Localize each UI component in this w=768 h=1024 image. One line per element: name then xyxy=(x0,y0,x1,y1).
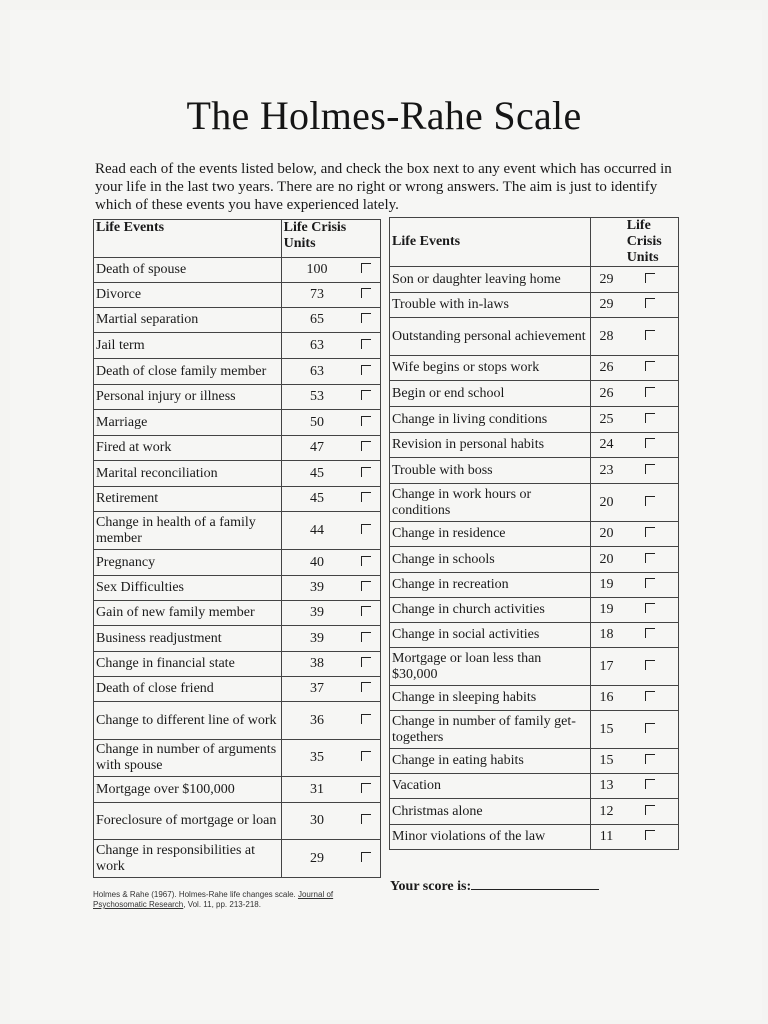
event-checkbox[interactable] xyxy=(645,413,655,423)
event-checkbox[interactable] xyxy=(645,578,655,588)
checkbox-cell xyxy=(622,598,678,623)
table-row xyxy=(390,547,679,573)
table-row xyxy=(94,359,381,385)
life-event-cell: Gain of new family member xyxy=(94,601,282,626)
table-row xyxy=(390,749,679,774)
event-checkbox[interactable] xyxy=(361,606,371,616)
table-row xyxy=(390,686,679,711)
crisis-units-cell: 29 xyxy=(590,267,622,293)
table-row xyxy=(94,740,381,777)
checkbox-cell xyxy=(352,550,380,576)
checkbox-cell xyxy=(352,487,380,512)
checkbox-cell xyxy=(622,293,678,318)
checkbox-cell xyxy=(352,576,380,601)
score-blank-line[interactable] xyxy=(471,877,599,890)
checkbox-cell xyxy=(622,623,678,648)
event-checkbox[interactable] xyxy=(645,273,655,283)
life-events-table-right xyxy=(389,217,679,850)
life-event-cell: Son or daughter leaving home xyxy=(390,267,591,293)
event-checkbox[interactable] xyxy=(645,553,655,563)
event-checkbox[interactable] xyxy=(645,330,655,340)
event-checkbox[interactable] xyxy=(645,496,655,506)
checkbox-cell xyxy=(352,840,380,878)
life-event-cell: Begin or end school xyxy=(390,381,591,407)
life-event-cell: Change in sleeping habits xyxy=(390,686,591,711)
checkbox-cell xyxy=(622,522,678,547)
life-event-cell: Change in social activities xyxy=(390,623,591,648)
crisis-units-cell: 39 xyxy=(281,576,352,601)
event-checkbox[interactable] xyxy=(645,464,655,474)
table-row xyxy=(94,777,381,803)
table-row xyxy=(94,436,381,461)
crisis-units-cell: 29 xyxy=(281,840,352,878)
table-row xyxy=(94,283,381,308)
crisis-units-cell: 47 xyxy=(281,436,352,461)
life-event-cell: Vacation xyxy=(390,774,591,799)
citation-journal: Journal of Psychosomatic Research xyxy=(93,890,334,909)
event-checkbox[interactable] xyxy=(361,339,371,349)
crisis-units-cell: 53 xyxy=(281,385,352,410)
life-event-cell: Change in health of a family member xyxy=(94,512,282,550)
table-row xyxy=(94,258,381,283)
life-event-cell: Business readjustment xyxy=(94,626,282,652)
event-checkbox[interactable] xyxy=(361,852,371,862)
event-checkbox[interactable] xyxy=(645,387,655,397)
life-event-cell: Personal injury or illness xyxy=(94,385,282,410)
event-checkbox[interactable] xyxy=(645,660,655,670)
checkbox-cell xyxy=(622,749,678,774)
table-row xyxy=(390,433,679,458)
crisis-units-cell: 25 xyxy=(590,407,622,433)
table-row xyxy=(94,512,381,550)
checkbox-cell xyxy=(352,359,380,385)
table-row xyxy=(390,318,679,356)
checkbox-cell xyxy=(352,652,380,677)
life-event-cell: Trouble with boss xyxy=(390,458,591,484)
life-event-cell: Outstanding personal achievement xyxy=(390,318,591,356)
table-row xyxy=(94,410,381,436)
life-event-cell: Mortgage or loan less than $30,000 xyxy=(390,648,591,686)
table-row xyxy=(94,652,381,677)
event-checkbox[interactable] xyxy=(645,754,655,764)
instructions-paragraph: Read each of the events listed below, and check the box next to any event which has occurred in your life in the last two years. There are no right or wrong answers. The aim is just to identify which of these events you have experienced lately. xyxy=(95,161,672,213)
crisis-units-cell: 19 xyxy=(590,598,622,623)
table-row xyxy=(390,825,679,850)
checkbox-cell xyxy=(622,381,678,407)
checkbox-cell xyxy=(622,484,678,522)
life-event-cell: Change in schools xyxy=(390,547,591,573)
crisis-units-cell: 63 xyxy=(281,359,352,385)
event-checkbox[interactable] xyxy=(361,365,371,375)
life-events-table-left xyxy=(93,219,381,878)
checkbox-cell xyxy=(622,825,678,850)
checkbox-cell xyxy=(622,433,678,458)
event-checkbox[interactable] xyxy=(645,830,655,840)
checkbox-cell xyxy=(352,385,380,410)
event-checkbox[interactable] xyxy=(645,779,655,789)
crisis-units-cell: 13 xyxy=(590,774,622,799)
table-row xyxy=(390,522,679,547)
table-row xyxy=(94,576,381,601)
event-checkbox[interactable] xyxy=(361,288,371,298)
checkbox-cell xyxy=(622,267,678,293)
crisis-units-cell: 31 xyxy=(281,777,352,803)
checkbox-cell xyxy=(352,677,380,702)
crisis-units-cell: 18 xyxy=(590,623,622,648)
life-event-cell: Martial separation xyxy=(94,308,282,333)
life-event-cell: Death of spouse xyxy=(94,258,282,283)
life-event-cell: Change in financial state xyxy=(94,652,282,677)
table-row xyxy=(390,267,679,293)
score-label: Your score is: xyxy=(390,879,472,894)
crisis-units-cell: 45 xyxy=(281,487,352,512)
crisis-units-cell: 17 xyxy=(590,648,622,686)
life-event-cell: Change in residence xyxy=(390,522,591,547)
table-row xyxy=(94,626,381,652)
life-event-cell: Pregnancy xyxy=(94,550,282,576)
column-header-life-events: Life Events xyxy=(390,218,591,267)
life-event-cell: Christmas alone xyxy=(390,799,591,825)
crisis-units-cell: 26 xyxy=(590,356,622,381)
checkbox-cell xyxy=(622,648,678,686)
life-event-cell: Death of close friend xyxy=(94,677,282,702)
checkbox-cell xyxy=(622,799,678,825)
event-checkbox[interactable] xyxy=(361,441,371,451)
crisis-units-cell: 63 xyxy=(281,333,352,359)
event-checkbox[interactable] xyxy=(645,691,655,701)
crisis-units-cell: 36 xyxy=(281,702,352,740)
checkbox-cell xyxy=(352,777,380,803)
crisis-units-cell: 16 xyxy=(590,686,622,711)
crisis-units-cell: 28 xyxy=(590,318,622,356)
event-checkbox[interactable] xyxy=(645,438,655,448)
life-event-cell: Marriage xyxy=(94,410,282,436)
life-event-cell: Sex Difficulties xyxy=(94,576,282,601)
citation-suffix: , Vol. 11, pp. 213-218. xyxy=(183,900,261,909)
event-checkbox[interactable] xyxy=(645,805,655,815)
life-event-cell: Change in number of arguments with spouse xyxy=(94,740,282,777)
life-event-cell: Change in work hours or conditions xyxy=(390,484,591,522)
checkbox-cell xyxy=(622,407,678,433)
event-checkbox[interactable] xyxy=(361,524,371,534)
checkbox-cell xyxy=(352,512,380,550)
event-checkbox[interactable] xyxy=(361,657,371,667)
checkbox-cell xyxy=(352,308,380,333)
event-checkbox[interactable] xyxy=(361,263,371,273)
column-header-life-crisis-units: Life Crisis Units xyxy=(590,218,678,267)
crisis-units-cell: 35 xyxy=(281,740,352,777)
table-row xyxy=(390,356,679,381)
table-row xyxy=(390,598,679,623)
event-checkbox[interactable] xyxy=(645,361,655,371)
table-row xyxy=(390,458,679,484)
checkbox-cell xyxy=(352,258,380,283)
checkbox-cell xyxy=(622,774,678,799)
life-event-cell: Change in eating habits xyxy=(390,749,591,774)
table-row xyxy=(94,550,381,576)
life-event-cell: Death of close family member xyxy=(94,359,282,385)
life-event-cell: Trouble with in-laws xyxy=(390,293,591,318)
life-event-cell: Divorce xyxy=(94,283,282,308)
crisis-units-cell: 26 xyxy=(590,381,622,407)
table-row xyxy=(390,407,679,433)
crisis-units-cell: 19 xyxy=(590,573,622,598)
life-event-cell: Mortgage over $100,000 xyxy=(94,777,282,803)
checkbox-cell xyxy=(622,573,678,598)
crisis-units-cell: 39 xyxy=(281,626,352,652)
table-row xyxy=(94,385,381,410)
table-row xyxy=(94,487,381,512)
checkbox-cell xyxy=(622,686,678,711)
table-row xyxy=(390,648,679,686)
checkbox-cell xyxy=(622,458,678,484)
crisis-units-cell: 30 xyxy=(281,803,352,840)
table-row xyxy=(390,711,679,749)
crisis-units-cell: 20 xyxy=(590,522,622,547)
event-checkbox[interactable] xyxy=(361,682,371,692)
crisis-units-cell: 65 xyxy=(281,308,352,333)
life-event-cell: Change to different line of work xyxy=(94,702,282,740)
checkbox-cell xyxy=(622,318,678,356)
table-row xyxy=(94,702,381,740)
score-field xyxy=(390,877,599,895)
checkbox-cell xyxy=(352,740,380,777)
event-checkbox[interactable] xyxy=(361,814,371,824)
table-row xyxy=(94,308,381,333)
event-checkbox[interactable] xyxy=(361,416,371,426)
checkbox-cell xyxy=(622,711,678,749)
event-checkbox[interactable] xyxy=(361,556,371,566)
event-checkbox[interactable] xyxy=(361,492,371,502)
event-checkbox[interactable] xyxy=(645,628,655,638)
crisis-units-cell: 24 xyxy=(590,433,622,458)
crisis-units-cell: 37 xyxy=(281,677,352,702)
checkbox-cell xyxy=(352,436,380,461)
life-event-cell: Marital reconciliation xyxy=(94,461,282,487)
table-row xyxy=(94,840,381,878)
checkbox-cell xyxy=(352,702,380,740)
life-event-cell: Jail term xyxy=(94,333,282,359)
citation-prefix: Holmes & Rahe (1967). Holmes-Rahe life changes scale. xyxy=(93,890,298,899)
checkbox-cell xyxy=(352,410,380,436)
table-row xyxy=(94,461,381,487)
crisis-units-cell: 44 xyxy=(281,512,352,550)
crisis-units-cell: 15 xyxy=(590,711,622,749)
checkbox-cell xyxy=(352,626,380,652)
event-checkbox[interactable] xyxy=(361,390,371,400)
table-row xyxy=(94,677,381,702)
citation xyxy=(93,890,363,910)
life-event-cell: Foreclosure of mortgage or loan xyxy=(94,803,282,840)
event-checkbox[interactable] xyxy=(645,527,655,537)
event-checkbox[interactable] xyxy=(361,581,371,591)
life-event-cell: Change in church activities xyxy=(390,598,591,623)
event-checkbox[interactable] xyxy=(361,632,371,642)
table-row xyxy=(390,293,679,318)
checkbox-cell xyxy=(352,333,380,359)
crisis-units-cell: 50 xyxy=(281,410,352,436)
checkbox-cell xyxy=(352,283,380,308)
life-event-cell: Change in number of family get-togethers xyxy=(390,711,591,749)
crisis-units-cell: 20 xyxy=(590,484,622,522)
table-row xyxy=(390,573,679,598)
table-row xyxy=(390,484,679,522)
table-row xyxy=(94,803,381,840)
crisis-units-cell: 39 xyxy=(281,601,352,626)
crisis-units-cell: 40 xyxy=(281,550,352,576)
checkbox-cell xyxy=(352,803,380,840)
table-row xyxy=(390,381,679,407)
crisis-units-cell: 73 xyxy=(281,283,352,308)
table-row xyxy=(94,333,381,359)
event-checkbox[interactable] xyxy=(361,751,371,761)
checkbox-cell xyxy=(622,356,678,381)
crisis-units-cell: 23 xyxy=(590,458,622,484)
life-event-cell: Wife begins or stops work xyxy=(390,356,591,381)
event-checkbox[interactable] xyxy=(645,298,655,308)
crisis-units-cell: 29 xyxy=(590,293,622,318)
crisis-units-cell: 12 xyxy=(590,799,622,825)
table-row xyxy=(390,799,679,825)
page-title: The Holmes-Rahe Scale xyxy=(186,93,582,138)
crisis-units-cell: 45 xyxy=(281,461,352,487)
crisis-units-cell: 15 xyxy=(590,749,622,774)
life-event-cell: Change in responsibilities at work xyxy=(94,840,282,878)
column-header-life-crisis-units: Life Crisis Units xyxy=(281,220,380,258)
event-checkbox[interactable] xyxy=(645,603,655,613)
table-row xyxy=(94,601,381,626)
checkbox-cell xyxy=(352,461,380,487)
event-checkbox[interactable] xyxy=(361,313,371,323)
checkbox-cell xyxy=(622,547,678,573)
event-checkbox[interactable] xyxy=(645,723,655,733)
event-checkbox[interactable] xyxy=(361,783,371,793)
crisis-units-cell: 38 xyxy=(281,652,352,677)
life-event-cell: Change in recreation xyxy=(390,573,591,598)
crisis-units-cell: 20 xyxy=(590,547,622,573)
life-event-cell: Retirement xyxy=(94,487,282,512)
table-row xyxy=(390,774,679,799)
life-event-cell: Fired at work xyxy=(94,436,282,461)
column-header-life-events: Life Events xyxy=(94,220,282,258)
event-checkbox[interactable] xyxy=(361,467,371,477)
life-event-cell: Change in living conditions xyxy=(390,407,591,433)
event-checkbox[interactable] xyxy=(361,714,371,724)
table-row xyxy=(390,623,679,648)
crisis-units-cell: 100 xyxy=(281,258,352,283)
crisis-units-cell: 11 xyxy=(590,825,622,850)
life-event-cell: Revision in personal habits xyxy=(390,433,591,458)
checkbox-cell xyxy=(352,601,380,626)
life-event-cell: Minor violations of the law xyxy=(390,825,591,850)
